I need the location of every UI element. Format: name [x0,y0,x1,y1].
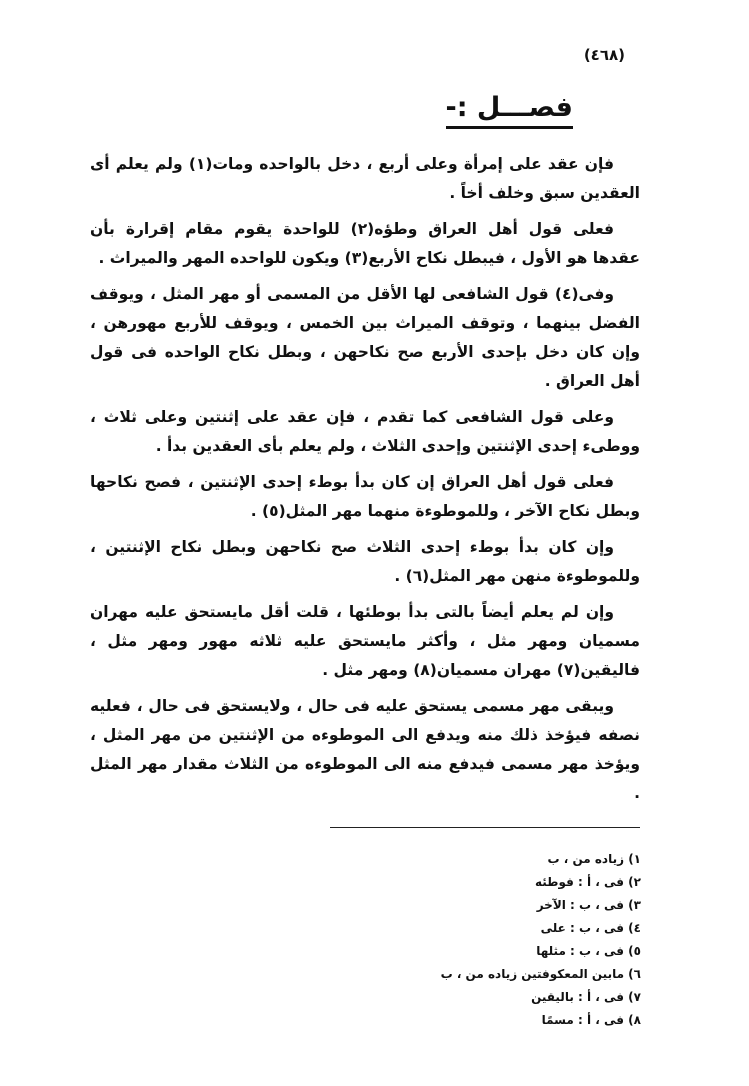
paragraph: فعلى قول أهل العراق وطؤه(٢) للواحدة يقوم مقام إقرارة بأن عقدها هو الأول ، فيبطل نكاح الأربع(٣) ويكون للواحده المهر والميراث . [90,220,640,267]
section-heading: فصـــل :- [446,92,573,129]
paragraph: وإن لم يعلم أيضاً بالتى بدأ بوطئها ، قلت أقل مايستحق عليه مهران مسميان ومهر مثل ، وأكثر مايستحق عليه ثلاثه مهور ومهر مثل ، فاليقين(٧) مهران مسميان(٨) ومهر مثل . [90,603,640,679]
paragraph: وإن كان بدأ بوطء إحدى الثلاث صح نكاحهن وبطل نكاح الإثنتين ، وللموطوءة منهن مهر المثل(٦) . [90,538,640,585]
footnote-item: ٥) فى ، ب : مثلها [536,944,641,958]
footnote-item: ٦) مابين المعكوفتين زياده من ، ب [440,967,641,981]
footnote-item: ١) زياده من ، ب [547,852,641,866]
footnote-item: ٨) فى ، أ : مسمًا [541,1013,641,1027]
paragraph: وعلى قول الشافعى كما تقدم ، فإن عقد على إثنتين وعلى ثلاث ، ووطىء إحدى الإثنتين وإحدى الثلاث ، ولم يعلم بأى العقدين بدأ . [90,408,640,455]
footnote-divider [330,827,640,828]
footnote-item: ٣) فى ، ب : الآخر [536,898,641,912]
footnotes-list [341,848,641,1032]
page-number: (٤٦٨) [583,46,625,64]
paragraph: فإن عقد على إمرأة وعلى أربع ، دخل بالواحده ومات(١) ولم يعلم أى العقدين سبق وخلف أخاً . [90,155,640,202]
paragraph: فعلى قول أهل العراق إن كان بدأ بوطء إحدى الإثنتين ، فصح نكاحها وبطل نكاح الآخر ، وللموطوءة منهما مهر المثل(٥) . [90,473,640,520]
footnote-item: ٢) فى ، أ : فوطئه [534,875,641,889]
footnote-item: ٧) فى ، أ : باليقين [531,990,641,1004]
footnote-item: ٤) فى ، ب : على [540,921,641,935]
body-text [90,150,640,815]
paragraph: ويبقى مهر مسمى يستحق عليه فى حال ، ولايستحق فى حال ، فعليه نصفه فيؤخذ ذلك منه ويدفع الى الموطوءه من الإثنتين من مهر المثل ، ويؤخذ مهر مسمى فيدفع منه الى الموطوءه من الثلاث مقدار مهر المثل . [90,697,640,802]
paragraph: وفى(٤) قول الشافعى لها الأقل من المسمى أو مهر المثل ، ويوقف الفضل بينهما ، وتوقف الميراث بين الخمس ، ويوقف للأربع مهورهن ، وإن كان دخل بإحدى الأربع صح نكاحهن ، وبطل نكاح الواحده فى قول أهل العراق . [90,285,640,390]
